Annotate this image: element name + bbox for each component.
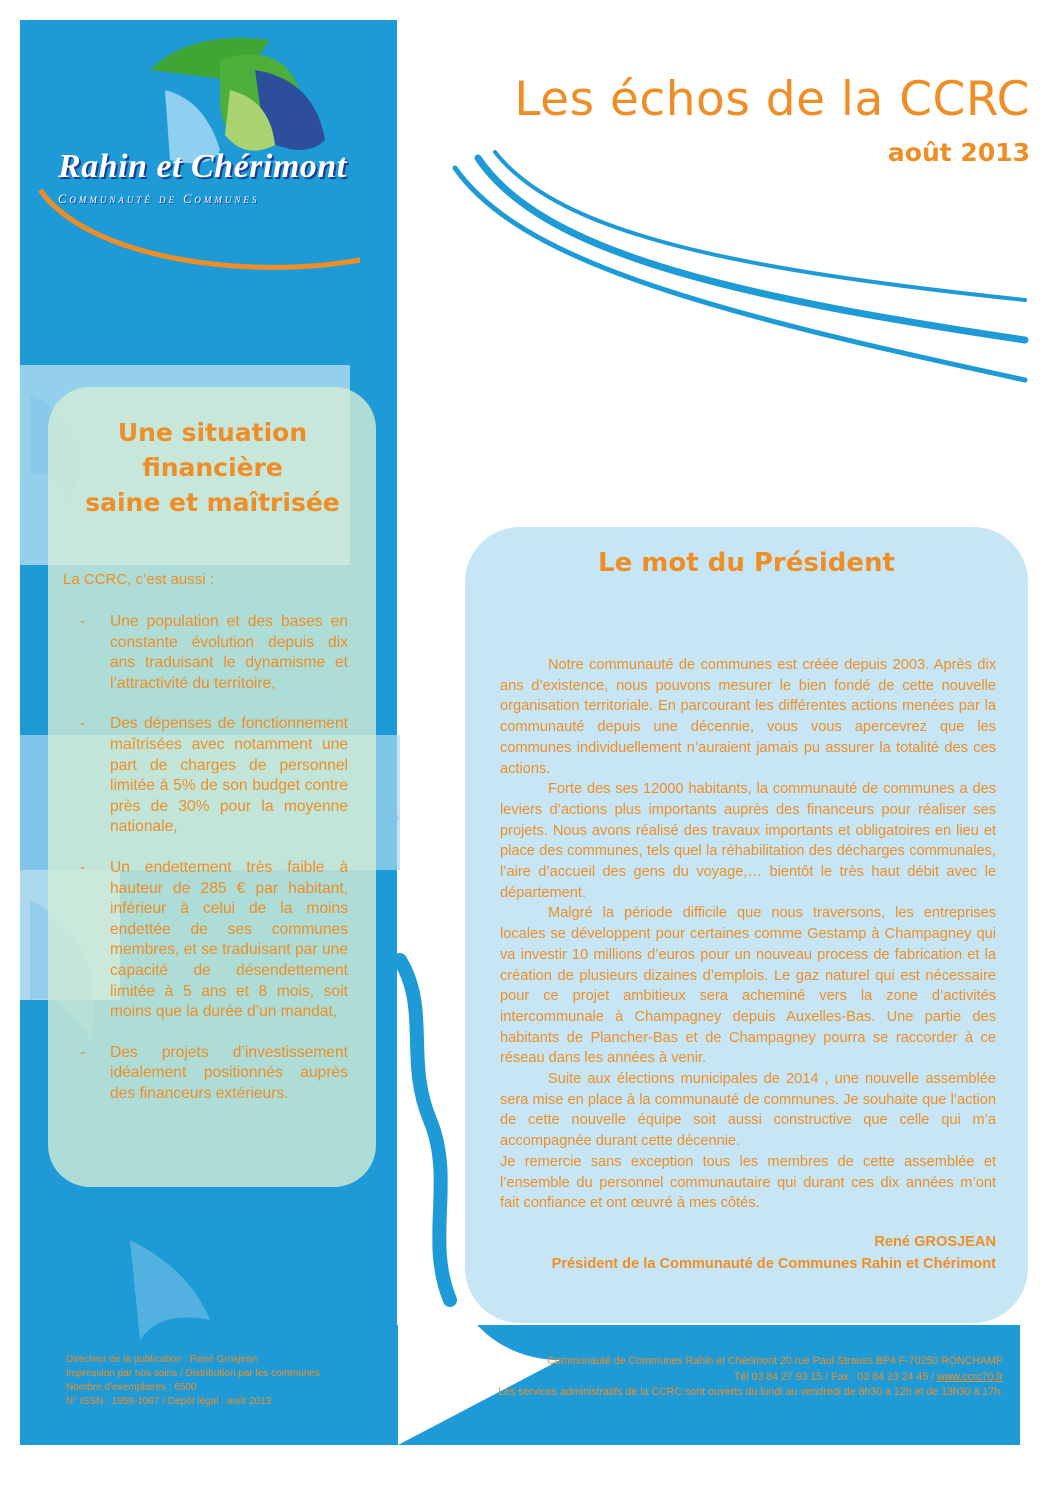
president-message (500, 655, 996, 1214)
finance-heading-line: saine et maîtrisée (85, 488, 340, 517)
paragraph: Malgré la période difficile que nous traversons, les entreprises locales se développent pour certaines comme Gestamp à Champagney qui va investir 10 millions d’euros pour un nouveau process de fabrication et la création de plusieurs dizaines d’emplois. Le gaz naturel qui est nécessaire pour ce projet ambitieux sera acheminé vers la zone d’activités intercommunale à Champagney depuis Auxelles-Bas. Une partie des habitants de Plancher-Bas et de Champagney pourra se raccorder à ce réseau dans les années à venir. (500, 905, 996, 1067)
logo-title: Rahin et Chérimont (58, 148, 347, 185)
logo-subtitle: Communauté de Communes (58, 192, 260, 206)
publication-line: N° ISSN : 1958-1067 / Dépôt légal : août 2013 (66, 1396, 272, 1407)
hours-line: Les services administratifs de la CCRC sont ouverts du lundi au vendredi de 8h30 à 12h et de 13h30 à 17h. (498, 1386, 1003, 1399)
paragraph: Notre communauté de communes est créée depuis 2003. Après dix ans d’existence, nous pouvons mesurer le bien fondé de cette nouvelle organisation territoriale. En parcourant les différentes actions menées par la communauté depuis une décennie, vous vous apercevrez que les communes individuellement n’auraient jamais pu assurer la totalité des ces actions. (500, 657, 996, 777)
finance-heading-line: financière (142, 453, 283, 482)
finance-intro: La CCRC, c’est aussi : (63, 571, 214, 588)
logo-icon (150, 38, 325, 163)
contact-line (405, 1370, 1003, 1386)
website-link[interactable]: www.ccrc70.fr (937, 1370, 1003, 1383)
signature-title: Président de la Communauté de Communes Rahin et Chérimont (551, 1256, 996, 1272)
publication-info (66, 1353, 386, 1409)
list-item (78, 1043, 348, 1105)
swoosh-lines (455, 152, 1025, 380)
finance-heading-line: Une situation (117, 418, 308, 447)
contact-info (405, 1354, 1003, 1401)
finance-list (78, 612, 348, 1124)
paragraph: Je remercie sans exception tous les membres de cette assemblée et l’ensemble du personnel communautaire qui durant ces dix années m’ont fait confiance et ont œuvré à mes côtés. (500, 1153, 996, 1212)
publication-line: Nombre d’exemplaires : 6500 (66, 1382, 197, 1393)
bullet-dash: - (80, 858, 86, 876)
address-line: Communauté de Communes Rahin et Chérimont 20 rue Paul Strauss BP4 F-70250 RONCHAMP (547, 1355, 1003, 1367)
list-item (78, 714, 348, 838)
bullet-dash: - (80, 613, 86, 630)
publication-line: Impression par nos soins / Distribution par les communes (66, 1368, 320, 1379)
president-heading: Le mot du Président (598, 548, 895, 578)
page-title: Les échos de la CCRC (514, 72, 1030, 127)
finance-heading (55, 415, 370, 520)
list-item-text: Une population et des bases en constante évolution depuis dix ans traduisant le dynamisme et l’attractivité du territoire, (110, 613, 348, 692)
publication-line: Directeur de la publication : René Grosjean (66, 1354, 258, 1365)
phone-fax: Tél 03 84 27 93 15 / Fax : 03 84 23 24 45 / (733, 1370, 938, 1383)
list-item-text: Des dépenses de fonctionnement maîtrisées avec notamment une part de charges de personnel limitée à 5% de son budget contre près de 30% pour la moyenne nationale, (110, 715, 348, 836)
paragraph: Suite aux élections municipales de 2014 , une nouvelle assemblée sera mise en place à la communauté de communes. Je souhaite que l’action de cette nouvelle équipe soit aussi constructive que celle qui m’a accompagnée durant cette décennie. (500, 1071, 996, 1150)
list-item (78, 858, 348, 1023)
issue-date: août 2013 (887, 138, 1030, 167)
bullet-dash: - (80, 715, 86, 733)
signature-name: René GROSJEAN (874, 1234, 996, 1250)
paragraph: Forte des ses 12000 habitants, la communauté de communes a des leviers d’actions plus importants auprès des financeurs pour réaliser ses projets. Nous avons réalisé des travaux importants et obligatoires en lieu et place des communes, tels quel la réhabilitation des décharges communales, l’aire d’accueil des gens du voyage,… bientôt le très haut débit avec le département. (500, 781, 996, 901)
list-item (78, 612, 348, 694)
list-item-text: Un endettement très faible à hauteur de 285 € par habitant, inférieur à celui de la moins endettée de ses communes membres, et se traduisant par une capacité de désendettement limitée à 5 ans et 8 mois, soit moins que la durée d’un mandat, (110, 858, 348, 1021)
bullet-dash: - (80, 1043, 86, 1061)
list-item-text: Des projets d’investissement idéalement positionnés auprès des financeurs extérieurs. (110, 1043, 348, 1102)
signature (480, 1231, 996, 1275)
